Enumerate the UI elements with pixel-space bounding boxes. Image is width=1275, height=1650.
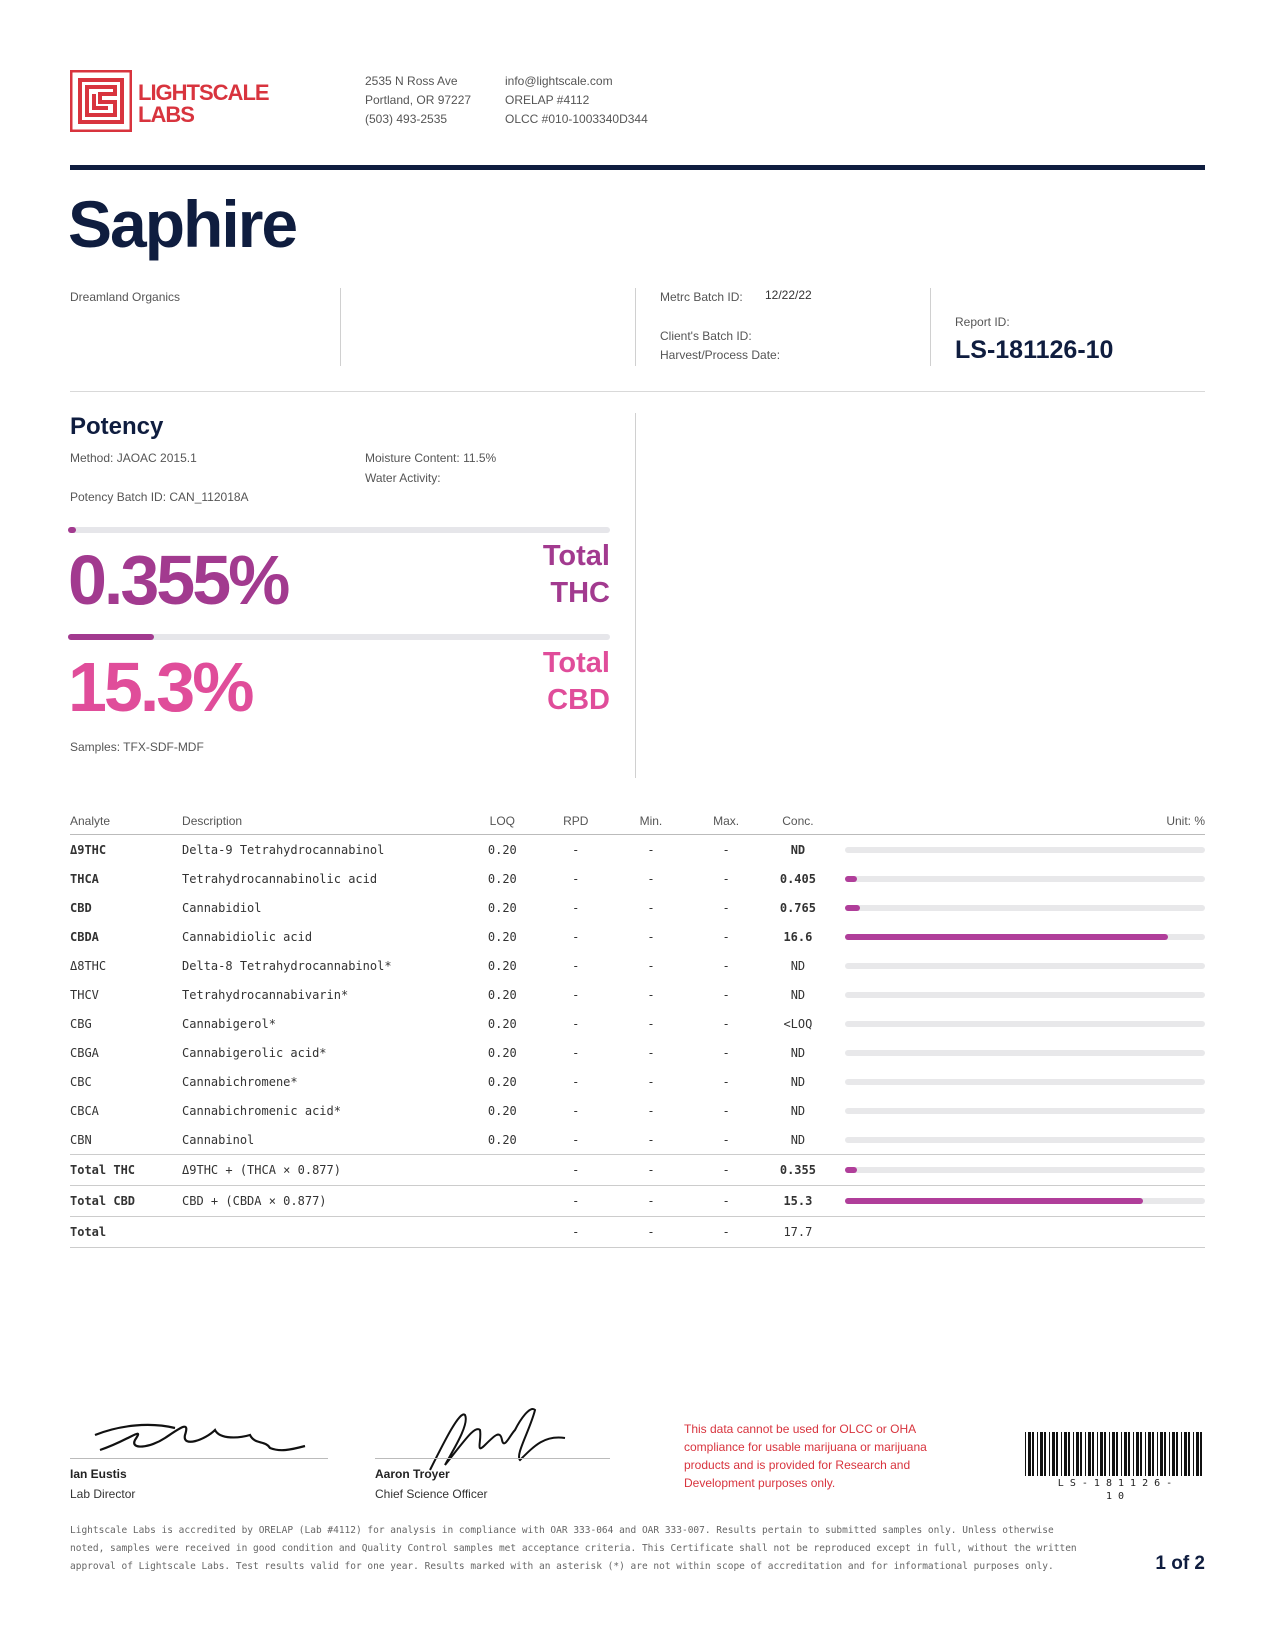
conc-bar <box>845 1079 1205 1085</box>
description-cell: Delta-8 Tetrahydrocannabinol* <box>182 958 392 973</box>
analyte-cell: Δ8THC <box>70 958 107 973</box>
loq-cell: 0.20 <box>487 1016 517 1031</box>
conc-bar <box>845 1137 1205 1143</box>
moisture-label: Moisture Content: <box>365 451 460 465</box>
conc-cell: ND <box>790 1103 806 1118</box>
description-cell: Tetrahydrocannabivarin* <box>182 987 349 1002</box>
lab-logo <box>70 70 275 132</box>
table-row <box>70 922 1205 951</box>
loq-cell: 0.20 <box>487 1103 517 1118</box>
conc-bar-cell <box>833 1217 1205 1248</box>
rpd-cell: - <box>572 1103 580 1118</box>
min-cell: - <box>647 1045 655 1060</box>
description-cell: CBD + (CBDA × 0.877) <box>182 1186 466 1217</box>
rpd-cell: - <box>572 929 580 944</box>
total-thc-label-1: Total <box>542 540 610 572</box>
analyte-cell: Total <box>70 1217 182 1248</box>
conc-bar-fill <box>845 905 860 911</box>
samples <box>70 740 204 754</box>
barcode-icon <box>1025 1432 1203 1476</box>
rpd-cell: - <box>539 1217 612 1248</box>
divider <box>930 288 931 366</box>
description-cell: Cannabichromenic acid* <box>182 1103 341 1118</box>
max-cell: - <box>722 842 730 857</box>
min-cell: - <box>612 1155 689 1186</box>
sig1-name: Ian Eustis <box>70 1467 127 1481</box>
conc-bar <box>845 847 1205 853</box>
min-cell: - <box>647 842 655 857</box>
cbd-progress-bar <box>68 634 610 640</box>
analyte-cell: CBC <box>70 1074 92 1089</box>
logo-text-1: LIGHTSCALE <box>138 80 269 105</box>
conc-bar-cell <box>833 1009 1205 1038</box>
analyte-table <box>70 808 1205 1248</box>
conc-cell: ND <box>790 1074 806 1089</box>
footer-line-3: approval of Lightscale Labs. Test results valid for one year. Results marked with an asterisk (*) are not within scope of accreditation and for informational purposes only. <box>70 1561 1054 1572</box>
loq-cell: 0.20 <box>487 1074 517 1089</box>
max-cell: - <box>722 1074 730 1089</box>
report-id-label: Report ID: <box>955 315 1010 329</box>
rpd-cell: - <box>539 1186 612 1217</box>
moisture-value: 11.5% <box>463 451 497 465</box>
conc-bar <box>845 1108 1205 1114</box>
analyte-cell: Δ9THC <box>70 842 107 857</box>
max-cell: - <box>722 1103 730 1118</box>
conc-cell: <LOQ <box>783 1016 813 1031</box>
table-row <box>70 980 1205 1009</box>
total-thc-label-2: THC <box>550 577 610 609</box>
analyte-cell: CBCA <box>70 1103 99 1118</box>
min-cell: - <box>647 987 655 1002</box>
analyte-cell: CBD <box>70 900 92 915</box>
rpd-cell: - <box>572 1074 580 1089</box>
conc-bar <box>845 1050 1205 1056</box>
analyte-cell: CBDA <box>70 929 99 944</box>
min-cell: - <box>647 1103 655 1118</box>
min-cell: - <box>647 958 655 973</box>
description-cell: Delta-9 Tetrahydrocannabinol <box>182 842 385 857</box>
description-cell: Cannabigerolic acid* <box>182 1045 327 1060</box>
table-row <box>70 1038 1205 1067</box>
metrc-batch-label: Metrc Batch ID: <box>660 290 743 304</box>
logo-mark-icon <box>70 70 132 132</box>
method <box>70 451 197 465</box>
conc-bar-cell <box>833 1155 1205 1186</box>
conc-bar-cell <box>833 980 1205 1009</box>
lab-orelap: ORELAP #4112 <box>505 93 590 107</box>
loq-cell: 0.20 <box>487 900 517 915</box>
water-activity-label: Water Activity: <box>365 471 441 485</box>
conc-bar-cell <box>833 922 1205 951</box>
total-cbd-label-1: Total <box>542 647 610 679</box>
address-street: 2535 N Ross Ave <box>365 74 458 88</box>
info-rule <box>70 391 1205 392</box>
page-number: 1 of 2 <box>1155 1553 1205 1574</box>
min-cell: - <box>647 929 655 944</box>
analyte-cell: Total CBD <box>70 1186 182 1217</box>
min-cell: - <box>612 1186 689 1217</box>
max-cell: - <box>722 900 730 915</box>
total-cbd-value: 15.3% <box>68 648 252 726</box>
loq-cell <box>466 1186 540 1217</box>
header-rule <box>70 165 1205 170</box>
loq-cell <box>466 1155 540 1186</box>
table-row <box>70 864 1205 893</box>
table-total-row <box>70 1155 1205 1186</box>
col-analyte: Analyte <box>70 808 182 835</box>
conc-bar-cell <box>833 1038 1205 1067</box>
conc-bar-cell <box>833 1186 1205 1217</box>
rpd-cell: - <box>572 987 580 1002</box>
conc-bar <box>845 1167 1205 1173</box>
loq-cell <box>466 1217 540 1248</box>
lab-contact <box>505 72 648 129</box>
conc-bar <box>845 876 1205 882</box>
max-cell: - <box>722 1132 730 1147</box>
max-cell: - <box>689 1217 762 1248</box>
loq-cell: 0.20 <box>487 1132 517 1147</box>
conc-cell: 17.7 <box>763 1217 833 1248</box>
barcode <box>1025 1432 1205 1502</box>
rpd-cell: - <box>572 958 580 973</box>
potency-title: Potency <box>70 413 164 440</box>
conc-cell: ND <box>790 1132 806 1147</box>
max-cell: - <box>722 958 730 973</box>
analyte-cell: Total THC <box>70 1155 182 1186</box>
report-id-value: LS-181126-10 <box>955 336 1114 364</box>
col-loq: LOQ <box>466 808 540 835</box>
table-row <box>70 1096 1205 1125</box>
conc-bar <box>845 963 1205 969</box>
lab-olcc: OLCC #010-1003340D344 <box>505 112 648 126</box>
total-thc-label <box>450 538 610 612</box>
potency-batch <box>70 490 249 504</box>
min-cell: - <box>647 1016 655 1031</box>
conc-bar <box>845 1021 1205 1027</box>
description-cell <box>182 1217 466 1248</box>
potency-batch-label: Potency Batch ID: <box>70 490 167 504</box>
barcode-text-1: L S - 1 8 1 1 2 6 - <box>1057 1478 1173 1489</box>
loq-cell: 0.20 <box>487 987 517 1002</box>
conc-cell: ND <box>790 958 806 973</box>
analyte-cell: CBG <box>70 1016 92 1031</box>
sig1-title: Lab Director <box>70 1487 136 1501</box>
conc-bar-cell <box>833 893 1205 922</box>
conc-bar-cell <box>833 1125 1205 1155</box>
max-cell: - <box>689 1155 762 1186</box>
moisture <box>365 451 496 465</box>
min-cell: - <box>647 900 655 915</box>
analyte-cell: THCA <box>70 871 99 886</box>
harvest-date-label: Harvest/Process Date: <box>660 348 781 362</box>
total-cbd-label-2: CBD <box>547 684 610 716</box>
min-cell: - <box>647 871 655 886</box>
rpd-cell: - <box>572 1045 580 1060</box>
loq-cell: 0.20 <box>487 929 517 944</box>
col-min: Min. <box>612 808 689 835</box>
table-row <box>70 1067 1205 1096</box>
loq-cell: 0.20 <box>487 958 517 973</box>
address-phone: (503) 493-2535 <box>365 112 448 126</box>
total-cbd-label <box>450 645 610 719</box>
divider <box>340 288 341 366</box>
max-cell: - <box>722 1016 730 1031</box>
rpd-cell: - <box>539 1155 612 1186</box>
table-row <box>70 951 1205 980</box>
conc-bar-fill <box>845 876 857 882</box>
footer-line-1: Lightscale Labs is accredited by ORELAP (Lab #4112) for analysis in compliance with OAR 333-064 and OAR 333-007. Results pertain to submitted samples only. Unless otherwise <box>70 1525 1054 1536</box>
conc-cell: 15.3 <box>763 1186 833 1217</box>
table-row <box>70 835 1205 865</box>
lab-address <box>365 72 471 129</box>
conc-cell: ND <box>790 987 806 1002</box>
footer-line-2: noted, samples were received in good condition and Quality Control samples met acceptance criteria. This Certificate shall not be reproduced except in full, without the written <box>70 1543 1077 1554</box>
max-cell: - <box>722 987 730 1002</box>
conc-cell: ND <box>790 842 806 857</box>
table-row <box>70 1125 1205 1155</box>
thc-progress-fill <box>68 527 76 533</box>
col-unit: Unit: % <box>833 808 1205 835</box>
conc-cell: 0.355 <box>763 1155 833 1186</box>
table-row <box>70 893 1205 922</box>
rpd-cell: - <box>572 1016 580 1031</box>
description-cell: Cannabigerol* <box>182 1016 276 1031</box>
conc-cell: 16.6 <box>783 929 813 944</box>
max-cell: - <box>722 1045 730 1060</box>
conc-bar <box>845 992 1205 998</box>
sig2-name: Aaron Troyer <box>375 1467 450 1481</box>
metrc-batch-value: 12/22/22 <box>765 288 812 302</box>
logo-text-2: LABS <box>138 102 194 127</box>
conc-bar <box>845 1198 1205 1204</box>
signature-line-2 <box>375 1458 610 1459</box>
conc-bar-fill <box>845 1167 857 1173</box>
total-thc-value: 0.355% <box>68 541 288 619</box>
client-batch-label: Client's Batch ID: <box>660 329 752 343</box>
table-total-row <box>70 1186 1205 1217</box>
sig2-title: Chief Science Officer <box>375 1487 488 1501</box>
conc-bar <box>845 905 1205 911</box>
signature-line-1 <box>70 1458 328 1459</box>
description-cell: Tetrahydrocannabinolic acid <box>182 871 378 886</box>
description-cell: Cannabinol <box>182 1132 255 1147</box>
method-value: JAOAC 2015.1 <box>116 451 197 465</box>
min-cell: - <box>612 1217 689 1248</box>
conc-bar-cell <box>833 951 1205 980</box>
table-header-row <box>70 808 1205 835</box>
sample-name: Saphire <box>68 187 297 261</box>
conc-bar-cell <box>833 835 1205 865</box>
divider <box>635 288 636 366</box>
barcode-text-2: 1 0 <box>1105 1491 1125 1502</box>
conc-bar-cell <box>833 864 1205 893</box>
max-cell: - <box>722 871 730 886</box>
method-label: Method: <box>70 451 114 465</box>
conc-cell: ND <box>790 1045 806 1060</box>
min-cell: - <box>647 1132 655 1147</box>
max-cell: - <box>722 929 730 944</box>
col-rpd: RPD <box>539 808 612 835</box>
conc-cell: 0.765 <box>779 900 816 915</box>
description-cell: Δ9THC + (THCA × 0.877) <box>182 1155 466 1186</box>
potency-divider <box>635 413 636 778</box>
max-cell: - <box>689 1186 762 1217</box>
rpd-cell: - <box>572 900 580 915</box>
conc-bar <box>845 934 1205 940</box>
analyte-cell: THCV <box>70 987 99 1002</box>
disclaimer: This data cannot be used for OLCC or OHA compliance for usable marijuana or marijuana products and is provided for Research and Development purposes only. <box>684 1422 927 1490</box>
rpd-cell: - <box>572 842 580 857</box>
loq-cell: 0.20 <box>487 842 517 857</box>
description-cell: Cannabidiolic acid <box>182 929 313 944</box>
description-cell: Cannabidiol <box>182 900 262 915</box>
table-row <box>70 1009 1205 1038</box>
col-description: Description <box>182 808 466 835</box>
conc-bar-fill <box>845 1198 1143 1204</box>
rpd-cell: - <box>572 1132 580 1147</box>
min-cell: - <box>647 1074 655 1089</box>
thc-progress-bar <box>68 527 610 533</box>
analyte-cell: CBGA <box>70 1045 99 1060</box>
signature-1-icon <box>90 1410 310 1460</box>
loq-cell: 0.20 <box>487 1045 517 1060</box>
loq-cell: 0.20 <box>487 871 517 886</box>
address-city: Portland, OR 97227 <box>365 93 472 107</box>
conc-bar-cell <box>833 1067 1205 1096</box>
analyte-cell: CBN <box>70 1132 92 1147</box>
conc-bar-fill <box>845 934 1168 940</box>
cbd-progress-fill <box>68 634 154 640</box>
table-total-row <box>70 1217 1205 1248</box>
col-conc: Conc. <box>763 808 833 835</box>
footer-legal <box>70 1522 1100 1576</box>
conc-cell: 0.405 <box>779 871 816 886</box>
client-name: Dreamland Organics <box>70 290 181 304</box>
lab-email: info@lightscale.com <box>505 74 613 88</box>
potency-batch-value: CAN_112018A <box>169 490 249 504</box>
description-cell: Cannabichromene* <box>182 1074 298 1089</box>
conc-bar-cell <box>833 1096 1205 1125</box>
col-max: Max. <box>689 808 762 835</box>
samples-value: TFX-SDF-MDF <box>123 740 204 754</box>
rpd-cell: - <box>572 871 580 886</box>
samples-label: Samples: <box>70 740 121 754</box>
